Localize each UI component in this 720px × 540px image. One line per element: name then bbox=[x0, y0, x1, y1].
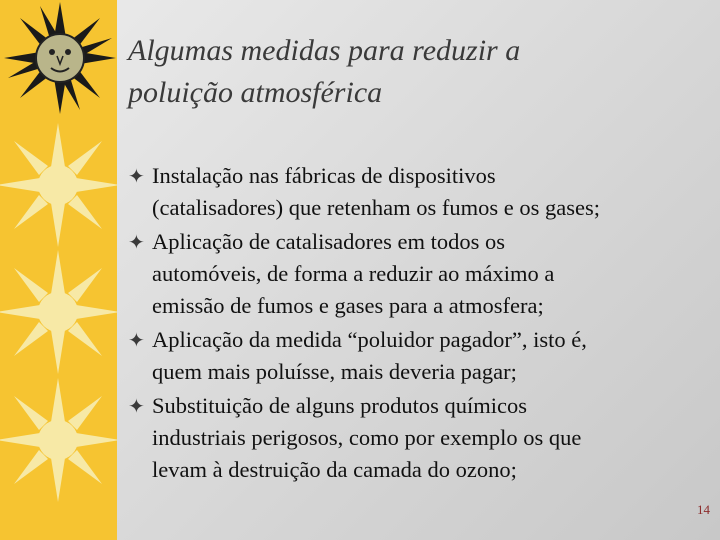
bullet-text: Aplicação de catalisadores em todos os bbox=[152, 229, 506, 254]
sun-icon bbox=[0, 123, 117, 247]
sun-icon bbox=[0, 378, 117, 502]
slide-title bbox=[128, 30, 688, 114]
page-number: 14 bbox=[697, 502, 710, 517]
bullet-list bbox=[128, 160, 713, 488]
bullet-text: quem mais poluísse, mais deveria pagar; bbox=[152, 359, 517, 384]
face-sun-icon bbox=[4, 2, 116, 114]
bullet-item bbox=[128, 324, 713, 388]
bullet-item bbox=[128, 160, 713, 224]
bullet-text: levam à destruição da camada do ozono; bbox=[152, 457, 517, 482]
title-line: Algumas medidas para reduzir a bbox=[128, 34, 521, 67]
bullet-star-icon: ✦ bbox=[128, 164, 145, 188]
bullet-text: automóveis, de forma a reduzir ao máximo a bbox=[152, 261, 555, 286]
bullet-item bbox=[128, 226, 713, 322]
bullet-text: Aplicação da medida “poluidor pagador”, isto é, bbox=[152, 327, 587, 352]
decorative-sidebar bbox=[0, 0, 117, 540]
sun-icon bbox=[0, 250, 117, 374]
bullet-item bbox=[128, 390, 713, 486]
bullet-text: emissão de fumos e gases para a atmosfera; bbox=[152, 293, 544, 318]
bullet-text: Instalação nas fábricas de dispositivos bbox=[152, 163, 496, 188]
bullet-text: (catalisadores) que retenham os fumos e os gases; bbox=[152, 195, 600, 220]
bullet-star-icon: ✦ bbox=[128, 394, 145, 418]
title-line: poluição atmosférica bbox=[128, 76, 383, 109]
bullet-text: industriais perigosos, como por exemplo os que bbox=[152, 425, 582, 450]
bullet-star-icon: ✦ bbox=[128, 230, 145, 254]
bullet-star-icon: ✦ bbox=[128, 328, 145, 352]
bullet-text: Substituição de alguns produtos químicos bbox=[152, 393, 527, 418]
sun-pattern bbox=[0, 0, 117, 540]
